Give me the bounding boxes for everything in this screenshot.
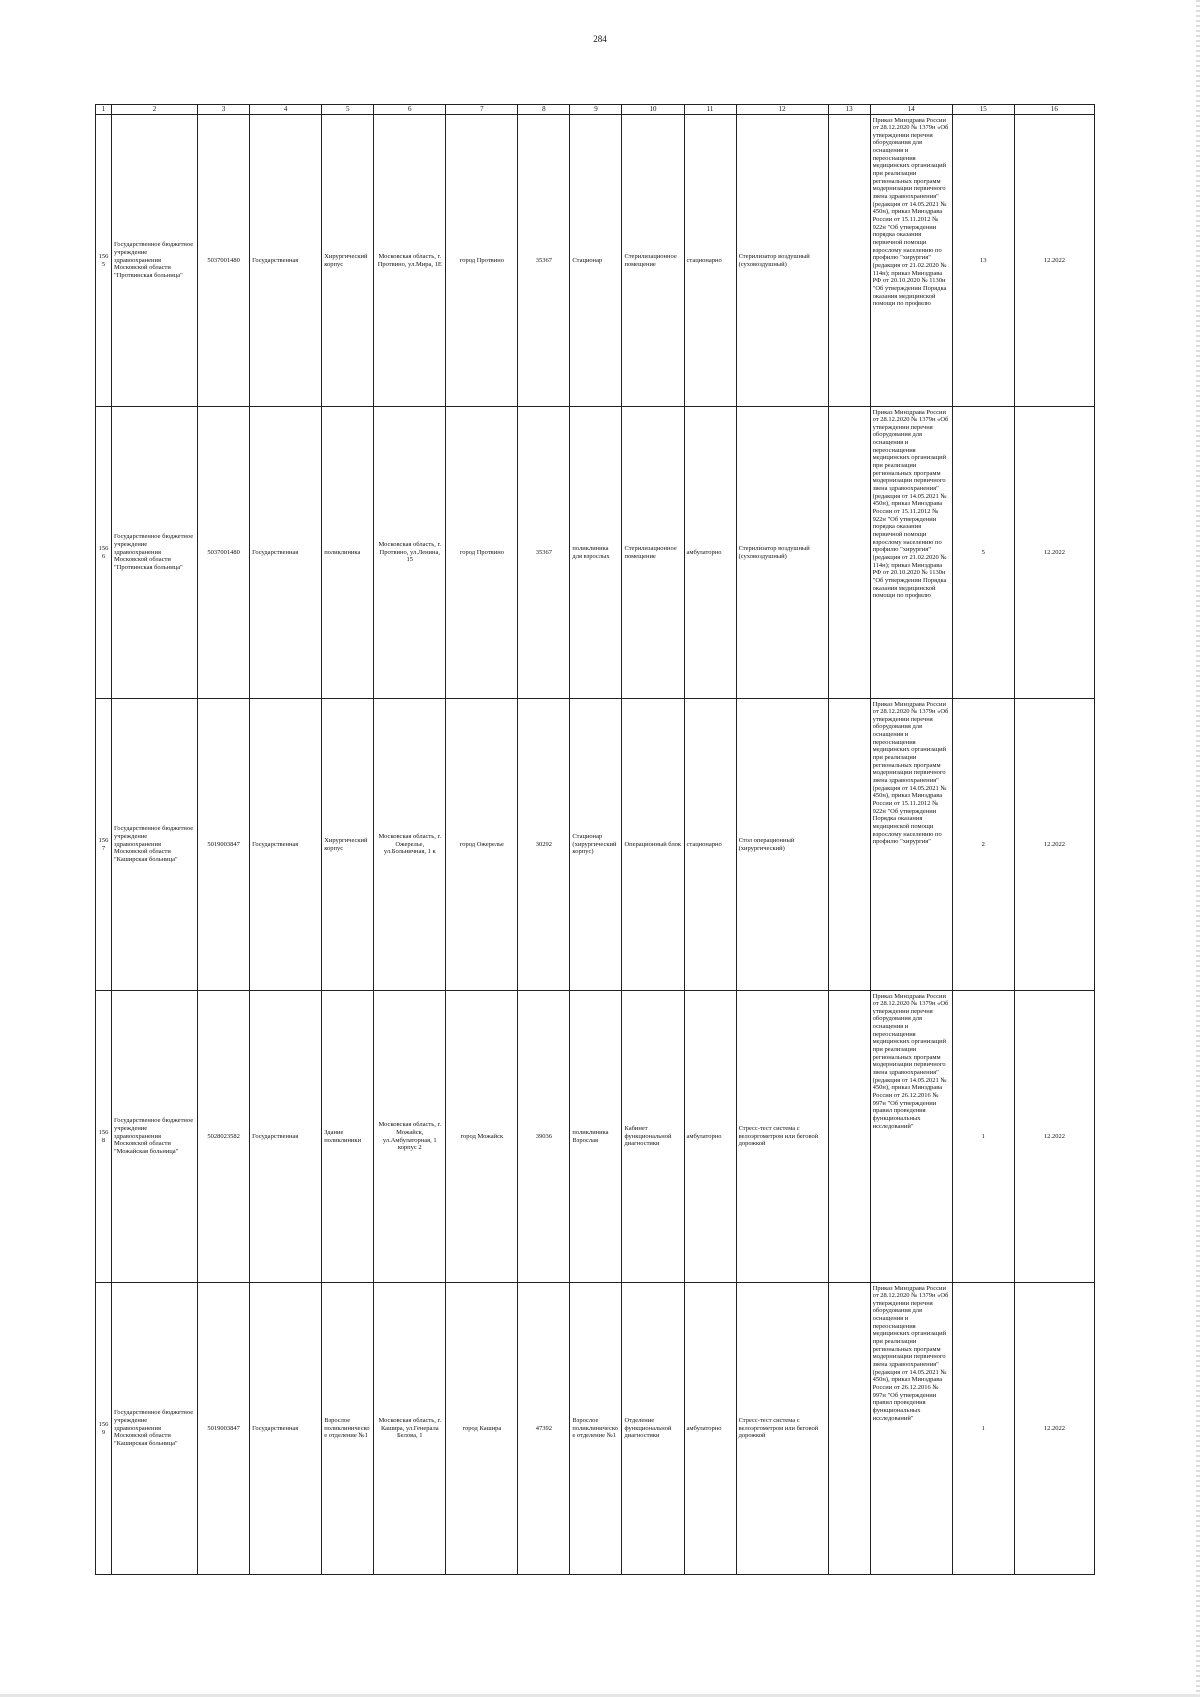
equipment-name: Стресс-тест система с велоэргометром или беговой дорожкой bbox=[736, 991, 828, 1283]
ownership-form: Государственная bbox=[250, 1283, 322, 1575]
organization-name: Государственное бюджетное учреждение здравоохранения Московской области "Каширская больница" bbox=[112, 1283, 198, 1575]
address: Московская область, г. Протвино, ул.Мира, 1Е bbox=[374, 115, 446, 407]
locality: город Ожерелье bbox=[446, 699, 518, 991]
column-number: 16 bbox=[1014, 105, 1094, 115]
column-number: 5 bbox=[322, 105, 374, 115]
quantity: 2 bbox=[952, 699, 1014, 991]
column-13-cell bbox=[828, 407, 870, 699]
building-name: поликлиника bbox=[322, 407, 374, 699]
column-number: 6 bbox=[374, 105, 446, 115]
locality: город Протвино bbox=[446, 407, 518, 699]
ownership-form: Государственная bbox=[250, 699, 322, 991]
table-row bbox=[96, 1283, 1095, 1575]
address: Московская область, г. Ожерелье, ул.Больничная, 1 к bbox=[374, 699, 446, 991]
locality: город Протвино bbox=[446, 115, 518, 407]
organization-name: Государственное бюджетное учреждение здравоохранения Московской области "Каширская больница" bbox=[112, 699, 198, 991]
scan-edge-artifact bbox=[1196, 0, 1200, 1697]
column-13-cell bbox=[828, 1283, 870, 1575]
legal-basis-cell bbox=[870, 991, 952, 1283]
oktmo-code: 35367 bbox=[518, 115, 570, 407]
column-number: 14 bbox=[870, 105, 952, 115]
quantity: 5 bbox=[952, 407, 1014, 699]
column-number-header bbox=[96, 105, 1095, 115]
delivery-date: 12.2022 bbox=[1014, 115, 1094, 407]
ownership-form: Государственная bbox=[250, 115, 322, 407]
oktmo-code: 47392 bbox=[518, 1283, 570, 1575]
inn: 5028023582 bbox=[198, 991, 250, 1283]
column-number: 13 bbox=[828, 105, 870, 115]
address: Московская область, г. Кашира, ул.Генерала Белова, 1 bbox=[374, 1283, 446, 1575]
column-number: 3 bbox=[198, 105, 250, 115]
quantity: 1 bbox=[952, 1283, 1014, 1575]
inn: 5019003847 bbox=[198, 1283, 250, 1575]
delivery-date: 12.2022 bbox=[1014, 991, 1094, 1283]
legal-basis-cell bbox=[870, 407, 952, 699]
ownership-form: Государственная bbox=[250, 991, 322, 1283]
legal-basis: Приказ Минздрава России от 28.12.2020 № 1379н «Об утверждении перечня оборудования для оснащения и переоснащения медицинских организаций при реализации региональных программ модернизации первичного звена здравоохранения"(редакция от 14.05.2021 № 450н), приказ Минздрава России от 26.12.2016 № 997н "Об утверждении правил проведения функциональных исследований" bbox=[872, 1284, 949, 1422]
row-number: 1569 bbox=[96, 1283, 112, 1575]
column-13-cell bbox=[828, 699, 870, 991]
table-row bbox=[96, 699, 1095, 991]
column-13-cell bbox=[828, 991, 870, 1283]
room: Операционный блок bbox=[622, 699, 684, 991]
table-row bbox=[96, 407, 1095, 699]
legal-basis: Приказ Минздрава России от 28.12.2020 № 1379н «Об утверждении перечня оборудования для оснащения и переоснащения медицинских организаций при реализации региональных программ модернизации первичного звена здравоохранения"(редакция от 14.05.2021 № 450н), приказ Минздрава России от 15.11.2012 № 922н "Об утверждении Порядка оказания медицинской помощи взрослому населению по профилю "хирургия" bbox=[872, 700, 949, 846]
legal-basis-cell bbox=[870, 699, 952, 991]
room: Стерилизационное помещение bbox=[622, 407, 684, 699]
ownership-form: Государственная bbox=[250, 407, 322, 699]
locality: город Можайск bbox=[446, 991, 518, 1283]
subdivision: Стационар bbox=[570, 115, 622, 407]
column-number: 2 bbox=[112, 105, 198, 115]
oktmo-code: 39036 bbox=[518, 991, 570, 1283]
subdivision: Взрослое поликлиническое отделение №1 bbox=[570, 1283, 622, 1575]
equipment-name: Стерилизатор воздушный (суховоздушный) bbox=[736, 407, 828, 699]
page-number: 284 bbox=[593, 34, 607, 44]
column-number: 12 bbox=[736, 105, 828, 115]
building-name: Взрослое поликлиническое отделение №1 bbox=[322, 1283, 374, 1575]
row-number: 1568 bbox=[96, 991, 112, 1283]
subdivision: поликлиника для взрослых bbox=[570, 407, 622, 699]
column-number: 9 bbox=[570, 105, 622, 115]
delivery-date: 12.2022 bbox=[1014, 1283, 1094, 1575]
column-number: 10 bbox=[622, 105, 684, 115]
oktmo-code: 30292 bbox=[518, 699, 570, 991]
inn: 5037001480 bbox=[198, 115, 250, 407]
locality: город Кашира bbox=[446, 1283, 518, 1575]
building-name: Здание поликлиники bbox=[322, 991, 374, 1283]
room: Отделение функциональной диагностики bbox=[622, 1283, 684, 1575]
organization-name: Государственное бюджетное учреждение здравоохранения Московской области "Протвинская больница" bbox=[112, 407, 198, 699]
subdivision: поликлиника Взрослая bbox=[570, 991, 622, 1283]
table-row bbox=[96, 115, 1095, 407]
oktmo-code: 35367 bbox=[518, 407, 570, 699]
row-number: 1565 bbox=[96, 115, 112, 407]
row-number: 1566 bbox=[96, 407, 112, 699]
care-form: стационарно bbox=[684, 115, 736, 407]
legal-basis: Приказ Минздрава России от 28.12.2020 № 1379н «Об утверждении перечня оборудования для оснащения и переоснащения медицинских организаций при реализации региональных программ модернизации первичного звена здравоохранения"(редакция от 14.05.2021 № 450н), приказ Минздрава России от 15.11.2012 № 922н "Об утверждении порядка оказания первичной помощи взрослому населению по профилю "хирургия" (редакция от 21.02.2020 № 114н); приказ Минздрава РФ от 20.10.2020 № 1130н "Об утверждении Порядка оказания медицинской помощи по профилю bbox=[872, 116, 949, 308]
inn: 5037001480 bbox=[198, 407, 250, 699]
table-row bbox=[96, 991, 1095, 1283]
legal-basis: Приказ Минздрава России от 28.12.2020 № 1379н «Об утверждении перечня оборудования для оснащения и переоснащения медицинских организаций при реализации региональных программ модернизации первичного звена здравоохранения"(редакция от 14.05.2021 № 450н), приказ Минздрава России от 15.11.2012 № 922н "Об утверждении порядка оказания первичной помощи взрослому населению по профилю "хирургия" (редакция от 21.02.2020 № 114н); приказ Минздрава РФ от 20.10.2020 № 1130н "Об утверждении Порядка оказания медицинской помощи по профилю bbox=[872, 408, 949, 600]
column-number: 1 bbox=[96, 105, 112, 115]
room: Кабинет функциональной диагностики bbox=[622, 991, 684, 1283]
row-number: 1567 bbox=[96, 699, 112, 991]
quantity: 13 bbox=[952, 115, 1014, 407]
address: Московская область, г. Протвино, ул.Ленина, 15 bbox=[374, 407, 446, 699]
address: Московская область, г. Можайск, ул.Амбулаторная, 1 корпус 2 bbox=[374, 991, 446, 1283]
room: Стерилизационное помещение bbox=[622, 115, 684, 407]
column-number: 15 bbox=[952, 105, 1014, 115]
legal-basis-cell bbox=[870, 1283, 952, 1575]
care-form: амбулаторно bbox=[684, 991, 736, 1283]
column-number: 7 bbox=[446, 105, 518, 115]
column-number: 8 bbox=[518, 105, 570, 115]
column-13-cell bbox=[828, 115, 870, 407]
column-number: 11 bbox=[684, 105, 736, 115]
legal-basis: Приказ Минздрава России от 28.12.2020 № 1379н «Об утверждении перечня оборудования для оснащения и переоснащения медицинских организаций при реализации региональных программ модернизации первичного звена здравоохранения"(редакция от 14.05.2021 № 450н), приказ Минздрава России от 26.12.2016 № 997н "Об утверждении правил проведения функциональных исследований" bbox=[872, 992, 949, 1130]
inn: 5019003847 bbox=[198, 699, 250, 991]
delivery-date: 12.2022 bbox=[1014, 407, 1094, 699]
equipment-name: Стерилизатор воздушный (суховоздушный) bbox=[736, 115, 828, 407]
organization-name: Государственное бюджетное учреждение здравоохранения Московской области "Протвинская больница" bbox=[112, 115, 198, 407]
building-name: Хирургический корпус bbox=[322, 699, 374, 991]
legal-basis-cell bbox=[870, 115, 952, 407]
delivery-date: 12.2022 bbox=[1014, 699, 1094, 991]
equipment-register-table bbox=[95, 104, 1095, 1575]
quantity: 1 bbox=[952, 991, 1014, 1283]
building-name: Хирургический корпус bbox=[322, 115, 374, 407]
care-form: стационарно bbox=[684, 699, 736, 991]
care-form: амбулаторно bbox=[684, 407, 736, 699]
subdivision: Стационар (хирургический корпус) bbox=[570, 699, 622, 991]
column-number: 4 bbox=[250, 105, 322, 115]
care-form: амбулаторно bbox=[684, 1283, 736, 1575]
organization-name: Государственное бюджетное учреждение здравоохранения Московской области "Можайская больница" bbox=[112, 991, 198, 1283]
equipment-name: Стресс-тест система с велоэргометром или беговой дорожкой bbox=[736, 1283, 828, 1575]
equipment-name: Стол операционный (хирургический) bbox=[736, 699, 828, 991]
